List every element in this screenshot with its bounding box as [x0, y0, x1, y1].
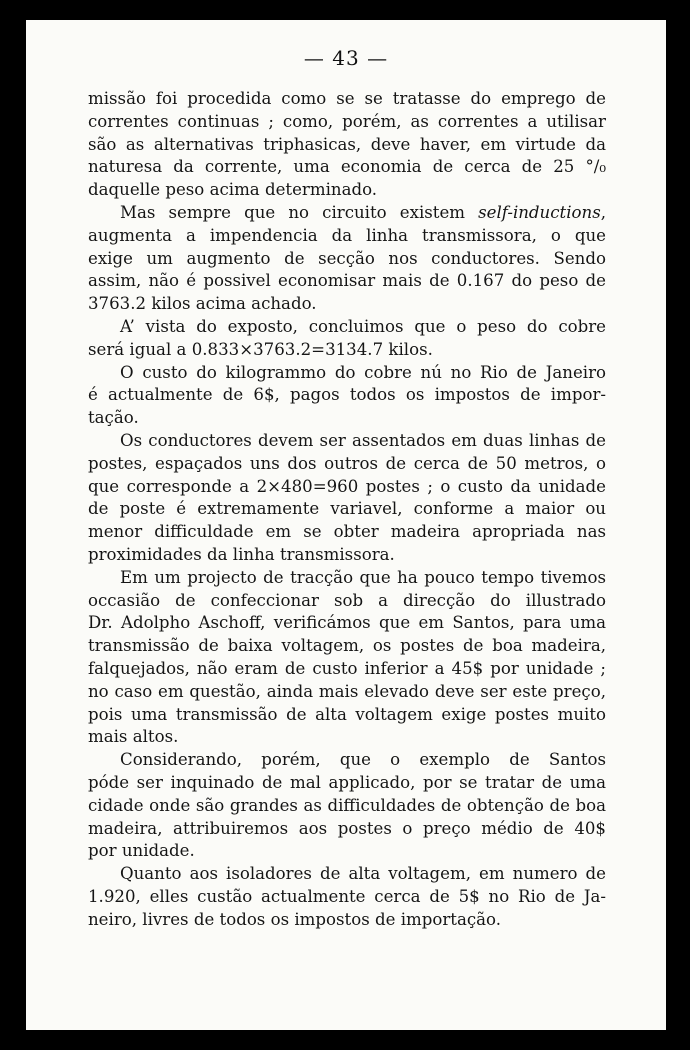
text-line: 1.920, elles custão actualmente cerca de 5$ no Rio de Ja-: [88, 886, 606, 906]
text-line: é actualmente de 6$, pagos todos os impostos de impor-: [88, 385, 606, 405]
text-line: occasião de confeccionar sob a direcção do illustrado: [88, 590, 606, 610]
text-line: póde ser inquinado de mal applicado, por se tratar de uma: [88, 772, 606, 792]
text-line: madeira, attribuiremos aos postes o preço médio de 40$: [88, 818, 606, 838]
paragraph-3: [88, 316, 606, 362]
text-line: será igual a 0.833×3763.2=3134.7 kilos.: [88, 339, 433, 359]
text-line: daquelle peso acima determinado.: [88, 180, 378, 200]
text-line: A’ vista do exposto, concluimos que o peso do cobre: [120, 316, 606, 336]
text-line: Dr. Adolpho Aschoff, verificámos que em Santos, para uma: [88, 613, 606, 633]
text-line: missão foi procedida como se se tratasse do emprego de: [88, 89, 606, 108]
paragraph-5: [88, 430, 606, 567]
text-line: postes, espaçados uns dos outros de cerca de 50 metros, o: [88, 453, 606, 473]
text-line: são as alternativas triphasicas, deve haver, em virtude da: [88, 134, 606, 154]
italic-phrase-line: Mas sempre que no circuito existem self-inductions,: [120, 202, 606, 222]
text-line: tação.: [88, 408, 139, 428]
text-line: transmissão de baixa voltagem, os postes de boa madeira,: [88, 636, 606, 656]
paragraph-7: [88, 749, 606, 863]
text-line: mais altos.: [88, 727, 179, 747]
text-line: naturesa da corrente, uma economia de cerca de 25 °/₀: [88, 157, 606, 177]
text-line: por unidade.: [88, 841, 195, 861]
paragraph-2: [88, 202, 606, 316]
paragraph-6: [88, 567, 606, 749]
text-line: de poste é extremamente variavel, conforme a maior ou: [88, 499, 606, 519]
paragraph-1: [88, 88, 606, 202]
text-line: Quanto aos isoladores de alta voltagem, em numero de: [120, 864, 606, 884]
paragraph-8: [88, 863, 606, 931]
text-line: O custo do kilogrammo do cobre nú no Rio de Janeiro: [120, 362, 606, 382]
text-line: correntes continuas ; como, porém, as correntes a utilisar: [88, 111, 606, 131]
text-line: neiro, livres de todos os impostos de importação.: [88, 909, 502, 929]
text-line: 3763.2 kilos acima achado.: [88, 294, 317, 314]
text-line: no caso em questão, ainda mais elevado deve ser este preço,: [88, 681, 606, 701]
text-line: pois uma transmissão de alta voltagem exige postes muito: [88, 704, 606, 724]
page-number: — 43 —: [303, 46, 389, 70]
text-line: exige um augmento de secção nos conductores. Sendo: [88, 248, 606, 268]
italic-term: self-inductions: [478, 202, 601, 222]
text-line: que corresponde a 2×480=960 postes ; o custo da unidade: [88, 476, 606, 496]
body-text: [88, 88, 606, 931]
text-line: menor difficuldade em se obter madeira apropriada nas: [88, 522, 606, 542]
text-line: falquejados, não eram de custo inferior a 45$ por unidade ;: [88, 658, 606, 678]
text-line: Considerando, porém, que o exemplo de Santos: [120, 750, 606, 770]
text-line: augmenta a impendencia da linha transmissora, o que: [88, 225, 606, 245]
text-line: assim, não é possivel economisar mais de 0.167 do peso de: [88, 271, 606, 291]
text-line: Os conductores devem ser assentados em duas linhas de: [120, 430, 606, 450]
text-line: proximidades da linha transmissora.: [88, 544, 395, 564]
paragraph-4: [88, 362, 606, 430]
book-page: [26, 20, 666, 1030]
text-line: Em um projecto de tracção que ha pouco tempo tivemos: [120, 567, 606, 587]
text-line-with-italic: [88, 202, 606, 225]
text-line: cidade onde são grandes as difficuldades de obtenção de boa: [88, 795, 606, 815]
